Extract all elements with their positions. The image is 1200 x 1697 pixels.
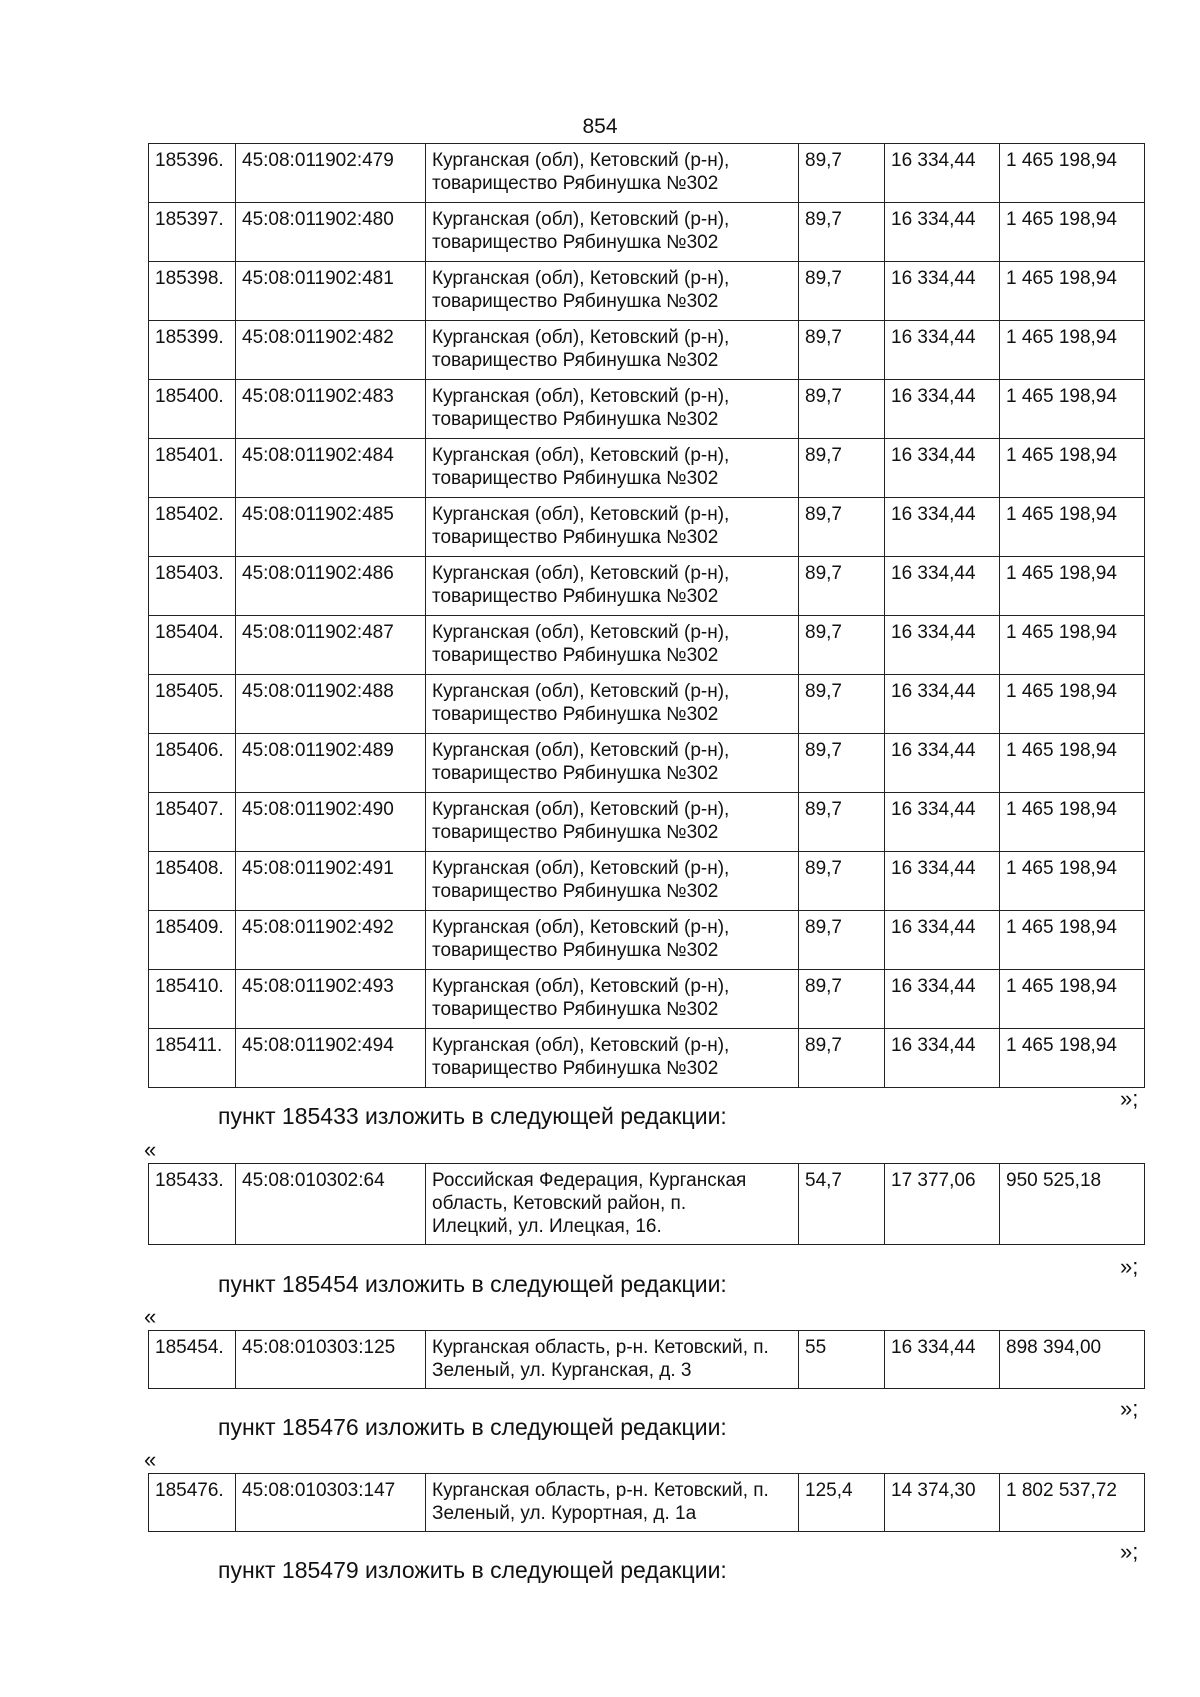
area: 89,7 (799, 616, 885, 675)
row-number: 185405. (149, 675, 236, 734)
table-185476 (148, 1473, 1145, 1532)
table-row (149, 1331, 1145, 1389)
address-line: Курганская (обл), Кетовский (р-н), (432, 1035, 730, 1056)
address (426, 675, 799, 734)
total-value: 1 465 198,94 (1000, 911, 1145, 970)
address-line: товарищество Рябинушка №302 (432, 645, 719, 666)
cadastral-number: 45:08:011902:488 (236, 675, 426, 734)
row-number: 185408. (149, 852, 236, 911)
address-line: Курганская (обл), Кетовский (р-н), (432, 858, 730, 879)
table-row (149, 852, 1145, 911)
address (426, 557, 799, 616)
table-row (149, 1164, 1145, 1245)
cadastral-number: 45:08:011902:491 (236, 852, 426, 911)
total-value: 1 465 198,94 (1000, 380, 1145, 439)
price-per-unit: 16 334,44 (885, 203, 1000, 262)
address (426, 262, 799, 321)
register-table-body (149, 144, 1145, 1088)
address-line: товарищество Рябинушка №302 (432, 527, 719, 548)
price-per-unit: 16 334,44 (885, 616, 1000, 675)
address (426, 1474, 799, 1532)
total-value: 950 525,18 (1000, 1164, 1145, 1245)
address (426, 439, 799, 498)
price-per-unit: 16 334,44 (885, 793, 1000, 852)
address-line: Зеленый, ул. Курганская, д. 3 (432, 1360, 692, 1381)
table-row (149, 203, 1145, 262)
cadastral-number: 45:08:011902:484 (236, 439, 426, 498)
area: 89,7 (799, 852, 885, 911)
address-line: товарищество Рябинушка №302 (432, 350, 719, 371)
row-number: 185397. (149, 203, 236, 262)
instruction-185476: пункт 185476 изложить в следующей редакции: (218, 1414, 727, 1440)
cadastral-number: 45:08:011902:494 (236, 1029, 426, 1088)
row-number: 185433. (149, 1164, 236, 1245)
address-line: Российская Федерация, Курганская (432, 1170, 747, 1191)
address-line: Курганская (обл), Кетовский (р-н), (432, 917, 730, 938)
row-number: 185404. (149, 616, 236, 675)
price-per-unit: 16 334,44 (885, 262, 1000, 321)
price-per-unit: 16 334,44 (885, 1029, 1000, 1088)
address (426, 970, 799, 1029)
table-row (149, 1474, 1145, 1532)
area: 89,7 (799, 439, 885, 498)
table-185454 (148, 1330, 1145, 1389)
address-line: товарищество Рябинушка №302 (432, 763, 719, 784)
area: 89,7 (799, 144, 885, 203)
address-line: область, Кетовский район, п. (432, 1193, 687, 1214)
closing-quote: »; (1120, 1086, 1139, 1111)
table-row (149, 616, 1145, 675)
address-line: товарищество Рябинушка №302 (432, 1058, 719, 1079)
table-row (149, 380, 1145, 439)
row-number: 185398. (149, 262, 236, 321)
address-line: Курганская (обл), Кетовский (р-н), (432, 209, 730, 230)
row-number: 185411. (149, 1029, 236, 1088)
price-per-unit: 16 334,44 (885, 380, 1000, 439)
total-value: 1 465 198,94 (1000, 1029, 1145, 1088)
row-number: 185396. (149, 144, 236, 203)
table-row (149, 557, 1145, 616)
price-per-unit: 16 334,44 (885, 852, 1000, 911)
total-value: 898 394,00 (1000, 1331, 1145, 1389)
cadastral-number: 45:08:011902:485 (236, 498, 426, 557)
page-number: 854 (582, 115, 618, 138)
table-row (149, 1029, 1145, 1088)
address-line: Курганская область, р-н. Кетовский, п. (432, 1337, 769, 1358)
address-line: Зеленый, ул. Курортная, д. 1а (432, 1503, 697, 1524)
address (426, 321, 799, 380)
address (426, 380, 799, 439)
total-value: 1 465 198,94 (1000, 734, 1145, 793)
address (426, 498, 799, 557)
address-line: Курганская (обл), Кетовский (р-н), (432, 563, 730, 584)
price-per-unit: 16 334,44 (885, 911, 1000, 970)
cadastral-number: 45:08:011902:480 (236, 203, 426, 262)
price-per-unit: 16 334,44 (885, 675, 1000, 734)
address-line: товарищество Рябинушка №302 (432, 881, 719, 902)
address-line: Курганская (обл), Кетовский (р-н), (432, 327, 730, 348)
total-value: 1 465 198,94 (1000, 852, 1145, 911)
price-per-unit: 16 334,44 (885, 321, 1000, 380)
address-line: Курганская (обл), Кетовский (р-н), (432, 976, 730, 997)
row-number: 185406. (149, 734, 236, 793)
price-per-unit: 16 334,44 (885, 498, 1000, 557)
cadastral-number: 45:08:011902:493 (236, 970, 426, 1029)
area: 89,7 (799, 557, 885, 616)
total-value: 1 465 198,94 (1000, 321, 1145, 380)
address-line: Курганская (обл), Кетовский (р-н), (432, 150, 730, 171)
address-line: товарищество Рябинушка №302 (432, 999, 719, 1020)
instruction-185454: пункт 185454 изложить в следующей редакции: (218, 1271, 727, 1297)
area: 89,7 (799, 970, 885, 1029)
row-number: 185403. (149, 557, 236, 616)
total-value: 1 465 198,94 (1000, 616, 1145, 675)
row-number: 185400. (149, 380, 236, 439)
address-line: товарищество Рябинушка №302 (432, 409, 719, 430)
area: 89,7 (799, 498, 885, 557)
table-185433 (148, 1163, 1145, 1245)
address-line: товарищество Рябинушка №302 (432, 173, 719, 194)
closing-quote: »; (1120, 1254, 1139, 1279)
instruction-185433: пункт 185433 изложить в следующей редакции: (218, 1103, 727, 1129)
cadastral-number: 45:08:011902:490 (236, 793, 426, 852)
cadastral-number: 45:08:010303:147 (236, 1474, 426, 1532)
cadastral-number: 45:08:011902:481 (236, 262, 426, 321)
instruction-185479: пункт 185479 изложить в следующей редакции: (218, 1557, 727, 1583)
cadastral-number: 45:08:011902:479 (236, 144, 426, 203)
total-value: 1 465 198,94 (1000, 675, 1145, 734)
address-line: товарищество Рябинушка №302 (432, 940, 719, 961)
table-row (149, 793, 1145, 852)
cadastral-number: 45:08:011902:486 (236, 557, 426, 616)
address (426, 1164, 799, 1245)
opening-quote: « (144, 1137, 157, 1162)
address (426, 911, 799, 970)
address-line: Курганская (обл), Кетовский (р-н), (432, 268, 730, 289)
address-line: товарищество Рябинушка №302 (432, 704, 719, 725)
address-line: Илецкий, ул. Илецкая, 16. (432, 1216, 662, 1237)
total-value: 1 465 198,94 (1000, 203, 1145, 262)
cadastral-number: 45:08:011902:483 (236, 380, 426, 439)
row-number: 185454. (149, 1331, 236, 1389)
area: 89,7 (799, 911, 885, 970)
price-per-unit: 16 334,44 (885, 970, 1000, 1029)
address-line: Курганская (обл), Кетовский (р-н), (432, 799, 730, 820)
area: 54,7 (799, 1164, 885, 1245)
address-line: товарищество Рябинушка №302 (432, 822, 719, 843)
total-value: 1 465 198,94 (1000, 557, 1145, 616)
table-row (149, 321, 1145, 380)
table-row (149, 498, 1145, 557)
price-per-unit: 16 334,44 (885, 439, 1000, 498)
address-line: Курганская (обл), Кетовский (р-н), (432, 740, 730, 761)
address (426, 616, 799, 675)
address-line: Курганская (обл), Кетовский (р-н), (432, 681, 730, 702)
address-line: Курганская (обл), Кетовский (р-н), (432, 386, 730, 407)
cadastral-number: 45:08:011902:489 (236, 734, 426, 793)
total-value: 1 465 198,94 (1000, 439, 1145, 498)
cadastral-number: 45:08:010302:64 (236, 1164, 426, 1245)
row-number: 185402. (149, 498, 236, 557)
total-value: 1 802 537,72 (1000, 1474, 1145, 1532)
area: 89,7 (799, 675, 885, 734)
total-value: 1 465 198,94 (1000, 498, 1145, 557)
total-value: 1 465 198,94 (1000, 262, 1145, 321)
total-value: 1 465 198,94 (1000, 793, 1145, 852)
area: 89,7 (799, 793, 885, 852)
register-table (148, 143, 1145, 1088)
address (426, 852, 799, 911)
cadastral-number: 45:08:011902:482 (236, 321, 426, 380)
address (426, 1331, 799, 1389)
row-number: 185401. (149, 439, 236, 498)
total-value: 1 465 198,94 (1000, 970, 1145, 1029)
area: 89,7 (799, 380, 885, 439)
address-line: товарищество Рябинушка №302 (432, 586, 719, 607)
address-line: товарищество Рябинушка №302 (432, 232, 719, 253)
address-line: товарищество Рябинушка №302 (432, 468, 719, 489)
row-number: 185399. (149, 321, 236, 380)
price-per-unit: 17 377,06 (885, 1164, 1000, 1245)
table-row (149, 675, 1145, 734)
area: 89,7 (799, 321, 885, 380)
address-line: товарищество Рябинушка №302 (432, 291, 719, 312)
address (426, 144, 799, 203)
closing-quote: »; (1120, 1396, 1139, 1421)
address-line: Курганская область, р-н. Кетовский, п. (432, 1480, 769, 1501)
table-row (149, 144, 1145, 203)
table-row (149, 439, 1145, 498)
price-per-unit: 16 334,44 (885, 734, 1000, 793)
price-per-unit: 16 334,44 (885, 144, 1000, 203)
address-line: Курганская (обл), Кетовский (р-н), (432, 504, 730, 525)
price-per-unit: 14 374,30 (885, 1474, 1000, 1532)
opening-quote: « (144, 1304, 157, 1329)
price-per-unit: 16 334,44 (885, 1331, 1000, 1389)
row-number: 185476. (149, 1474, 236, 1532)
address (426, 203, 799, 262)
address-line: Курганская (обл), Кетовский (р-н), (432, 445, 730, 466)
table-row (149, 911, 1145, 970)
row-number: 185409. (149, 911, 236, 970)
table-row (149, 734, 1145, 793)
area: 89,7 (799, 262, 885, 321)
closing-quote: »; (1120, 1539, 1139, 1564)
cadastral-number: 45:08:010303:125 (236, 1331, 426, 1389)
cadastral-number: 45:08:011902:487 (236, 616, 426, 675)
area: 125,4 (799, 1474, 885, 1532)
area: 89,7 (799, 1029, 885, 1088)
row-number: 185410. (149, 970, 236, 1029)
cadastral-number: 45:08:011902:492 (236, 911, 426, 970)
total-value: 1 465 198,94 (1000, 144, 1145, 203)
row-number: 185407. (149, 793, 236, 852)
area: 89,7 (799, 203, 885, 262)
address (426, 1029, 799, 1088)
opening-quote: « (144, 1447, 157, 1472)
address (426, 793, 799, 852)
area: 89,7 (799, 734, 885, 793)
table-row (149, 262, 1145, 321)
area: 55 (799, 1331, 885, 1389)
address-line: Курганская (обл), Кетовский (р-н), (432, 622, 730, 643)
table-row (149, 970, 1145, 1029)
price-per-unit: 16 334,44 (885, 557, 1000, 616)
address (426, 734, 799, 793)
